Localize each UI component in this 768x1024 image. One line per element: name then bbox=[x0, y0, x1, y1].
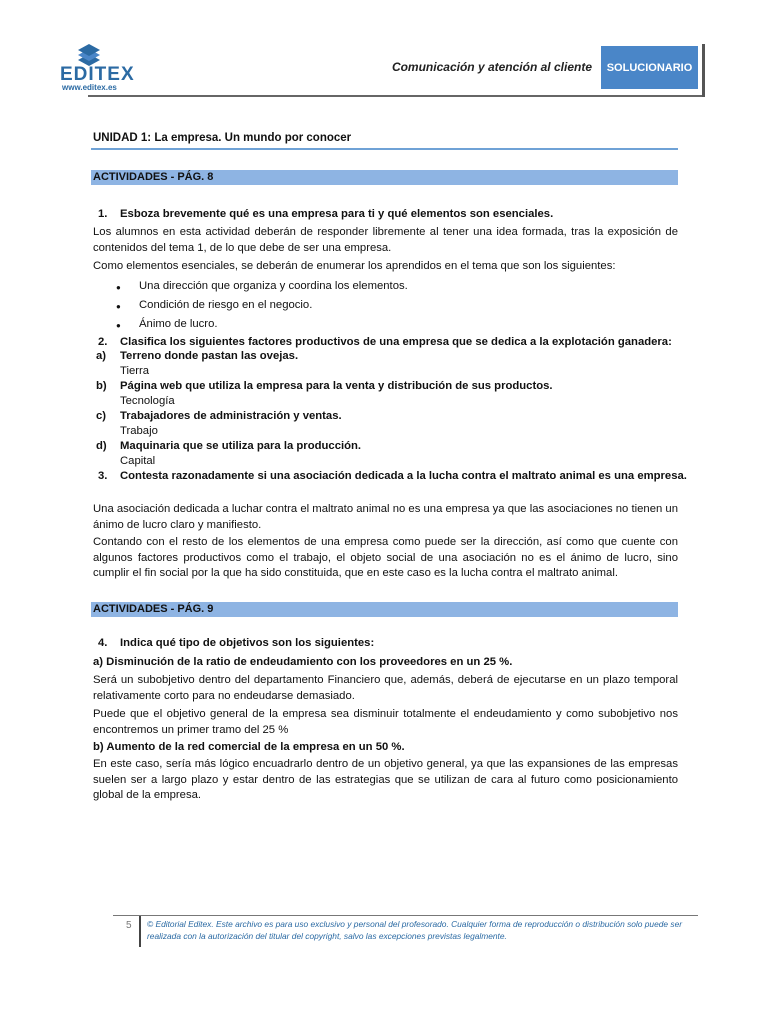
copyright-notice: © Editorial Editex. Este archivo es para uso exclusivo y personal del profesorado. Cualquier forma de reproducción o distribución solo puede ser realizada con la autorización del titular del copyright, salvo las excepciones previstas legalmente. bbox=[147, 919, 683, 941]
unit-title: UNIDAD 1: La empresa. Un mundo por conocer bbox=[93, 132, 352, 144]
question-1-number: 1. bbox=[98, 208, 108, 220]
section-band-pag9: ACTIVIDADES - PÁG. 9 bbox=[91, 602, 678, 617]
objective-b-paragraph-1: En este caso, sería más lógico encuadrarlo dentro de un objetivo general, ya que las expansiones de las empresas suelen ser a largo plazo y estar dentro de las estrategias que se utilizan de cara al futuro como posicionamiento global de la empresa. bbox=[93, 758, 678, 802]
editex-logo bbox=[60, 44, 135, 94]
solucionario-badge: SOLUCIONARIO bbox=[601, 46, 698, 89]
footer-rule bbox=[113, 915, 698, 916]
answer-1-paragraph-1: Los alumnos en esta actividad deberán de responder libremente al tener una idea formada, tras la exposición de contenidos del tema 1, de lo que debe de ser una empresa. bbox=[93, 226, 678, 254]
item-letter: a) bbox=[96, 350, 107, 362]
logo-url: www.editex.es bbox=[62, 83, 117, 92]
item-text: Terreno donde pastan las ovejas. bbox=[120, 350, 299, 362]
bullet-item: Ánimo de lucro. bbox=[139, 318, 218, 330]
answer-3-paragraph-2: Contando con el resto de los elementos de una empresa como puede ser la dirección, así como que cuente con algunos factores productivos como el trabajo, el objeto social de una asociación no es el ánimo de lucro, sino cumplir el fin social por la que ha sido constituida, que en este caso es la lucha contra el maltrato animal. bbox=[93, 536, 678, 580]
question-3-number: 3. bbox=[98, 470, 108, 482]
page-number: 5 bbox=[126, 920, 132, 931]
bullet-marker: ● bbox=[116, 321, 121, 330]
section-band-pag8: ACTIVIDADES - PÁG. 8 bbox=[91, 170, 678, 185]
bullet-marker: ● bbox=[116, 283, 121, 292]
header-title: Comunicación y atención al cliente bbox=[391, 60, 592, 74]
question-2-number: 2. bbox=[98, 336, 108, 348]
bullet-marker: ● bbox=[116, 302, 121, 311]
item-letter: c) bbox=[96, 410, 107, 422]
objective-a-paragraph-1: Será un subobjetivo dentro del departamento Financiero que, además, deberá de ejecutarse en un plazo temporal relativamente corto para no endeudarse demasiado. bbox=[93, 674, 678, 702]
item-answer: Tecnología bbox=[120, 395, 175, 407]
objective-b-heading: b) Aumento de la red comercial de la empresa en un 50 %. bbox=[93, 741, 405, 753]
objective-a-paragraph-2: Puede que el objetivo general de la empresa sea disminuir totalmente el endeudamiento y como subobjetivo nos encontremos un primer tramo del 25 % bbox=[93, 708, 678, 736]
footer-vertical-rule bbox=[139, 916, 141, 947]
item-letter: d) bbox=[96, 440, 107, 452]
question-4-text: Indica qué tipo de objetivos son los siguientes: bbox=[120, 637, 375, 649]
item-text: Maquinaria que se utiliza para la producción. bbox=[120, 440, 362, 452]
question-2-text: Clasifica los siguientes factores productivos de una empresa que se dedica a la explotación ganadera: bbox=[120, 336, 672, 348]
answer-1-paragraph-2: Como elementos esenciales, se deberán de enumerar los aprendidos en el tema que son los siguientes: bbox=[93, 260, 616, 272]
question-3-text: Contesta razonadamente si una asociación dedicada a la lucha contra el maltrato animal es una empresa. bbox=[120, 470, 687, 482]
answer-3-paragraph-1: Una asociación dedicada a luchar contra el maltrato animal no es una empresa ya que las asociaciones no tienen un ánimo de lucro claro y manifiesto. bbox=[93, 503, 678, 531]
item-letter: b) bbox=[96, 380, 107, 392]
unit-title-rule bbox=[91, 148, 678, 150]
objective-a-heading: a) Disminución de la ratio de endeudamiento con los proveedores en un 25 %. bbox=[93, 656, 513, 668]
question-1-text: Esboza brevemente qué es una empresa para ti y qué elementos son esenciales. bbox=[120, 208, 554, 220]
item-answer: Capital bbox=[120, 455, 156, 467]
question-4-number: 4. bbox=[98, 637, 108, 649]
book-stack-icon bbox=[76, 44, 102, 66]
bullet-item: Una dirección que organiza y coordina los elementos. bbox=[139, 280, 408, 292]
bullet-item: Condición de riesgo en el negocio. bbox=[139, 299, 313, 311]
item-text: Trabajadores de administración y ventas. bbox=[120, 410, 342, 422]
item-text: Página web que utiliza la empresa para la venta y distribución de sus productos. bbox=[120, 380, 553, 392]
item-answer: Tierra bbox=[120, 365, 150, 377]
item-answer: Trabajo bbox=[120, 425, 158, 437]
logo-text: EDITEX bbox=[60, 64, 135, 85]
header-rule bbox=[88, 95, 704, 97]
header-vertical-rule bbox=[702, 44, 705, 97]
